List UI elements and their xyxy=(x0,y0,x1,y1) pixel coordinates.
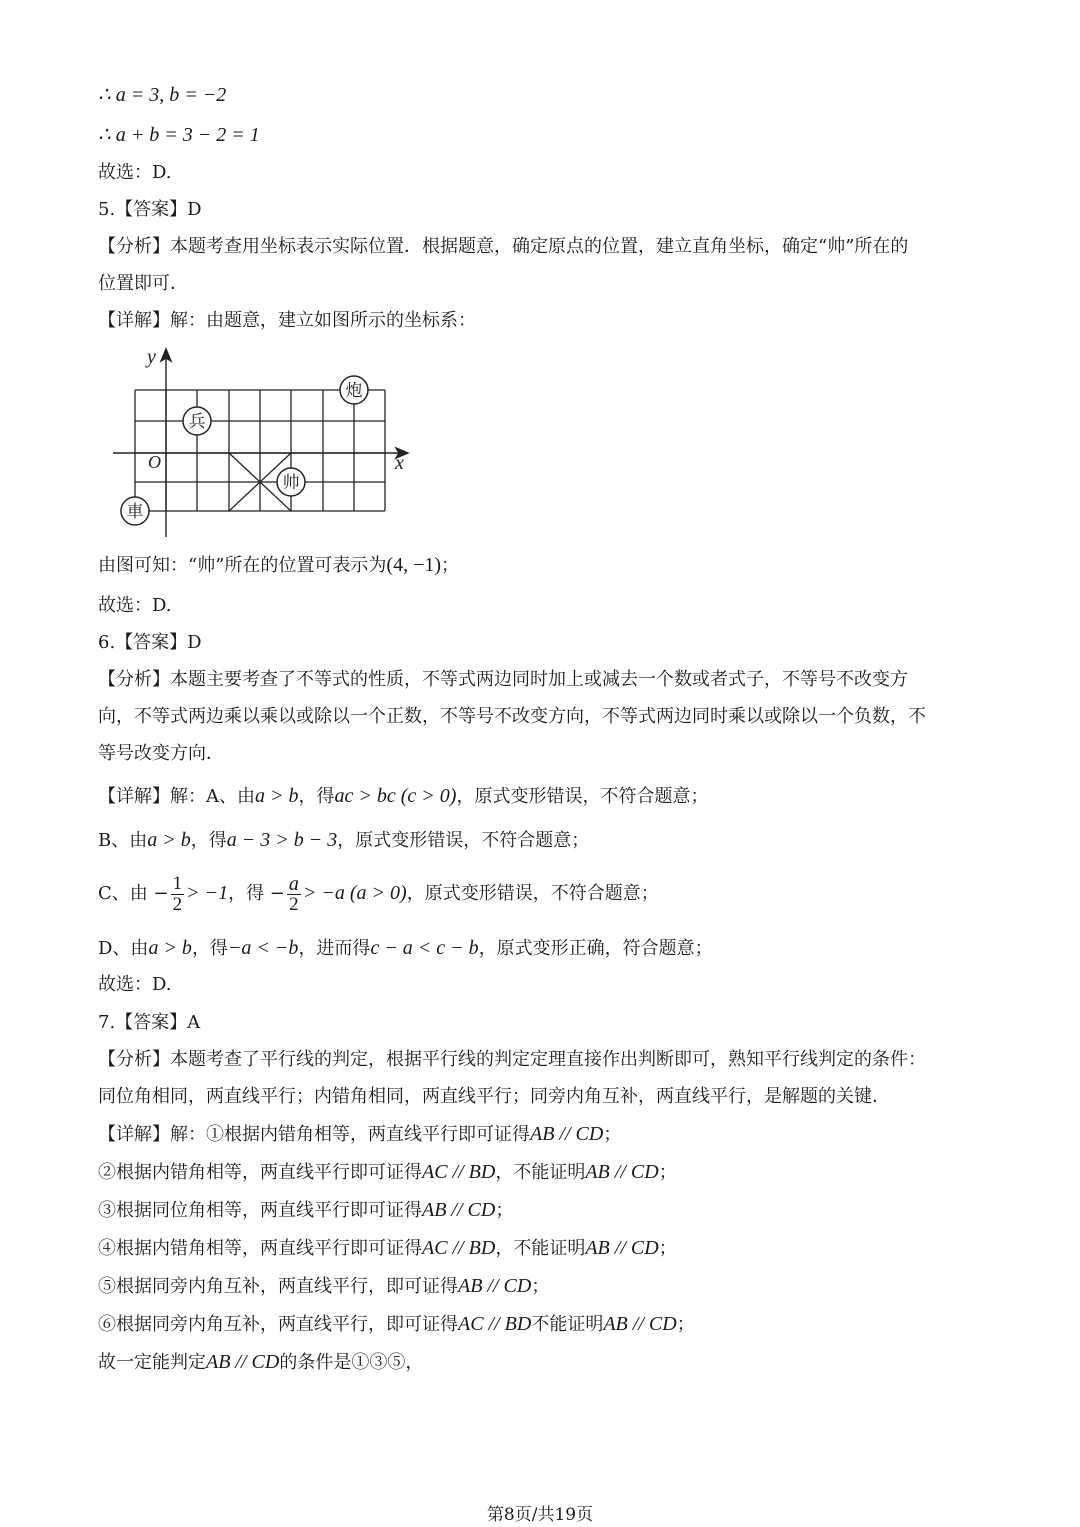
q5-analysis-line2: 位置即可． xyxy=(98,273,188,294)
q7-conclusion: 故一定能判定AB // CD的条件是①③⑤， xyxy=(98,1351,424,1373)
q5-answer: 5.【答案】D xyxy=(98,199,202,220)
q6-option-a: 【详解】解：A、由a > b，得ac > bc (c > 0)，原式变形错误，不符合题意； xyxy=(98,785,709,807)
q6-analysis-line3: 等号改变方向． xyxy=(98,743,224,764)
q5-choice: 故选：D. xyxy=(98,595,172,616)
piece-che xyxy=(121,497,149,525)
piece-pao xyxy=(340,376,368,404)
q5-detail: 【详解】解：由题意，建立如图所示的坐标系： xyxy=(98,310,476,331)
piece-shuai-label: 帅 xyxy=(282,473,300,493)
grid-lines xyxy=(135,390,385,511)
piece-che-label: 車 xyxy=(126,502,144,522)
q7-detail-6: ⑥根据同旁内角互补，两直线平行，即可证得AC // BD不能证明AB // CD； xyxy=(98,1313,695,1335)
coordinate-grid-figure xyxy=(105,345,415,545)
fraction-a-half: $\frac{a}{2}$ xyxy=(288,872,299,915)
step-values: ∴ a = 3, b = −2 xyxy=(98,84,227,106)
q6-option-b: B、由a > b，得a − 3 > b − 3，原式变形错误，不符合题意； xyxy=(98,829,590,851)
piece-shuai xyxy=(277,468,305,496)
q4-choice: 故选：D. xyxy=(98,162,172,183)
q6-choice: 故选：D. xyxy=(98,974,172,995)
page-footer: 第8页/共19页 xyxy=(486,1505,594,1525)
q6-option-c: C、由 − $\frac{1}{2}$ > −1，得 − $\frac{a}{2}$ > −a (a > 0)，原式变形错误，不符合题意； xyxy=(98,872,659,915)
q7-detail-4: ④根据内错角相等，两直线平行即可证得AC // BD，不能证明AB // CD； xyxy=(98,1237,677,1259)
q5-result: 由图可知：“帅”所在的位置可表示为(4, −1)； xyxy=(98,554,460,576)
q6-option-d: D、由a > b，得−a < −b，进而得c − a < c − b，原式变形正确，符合题意； xyxy=(98,937,713,959)
q7-detail-5: ⑤根据同旁内角互补，两直线平行，即可证得AB // CD； xyxy=(98,1275,550,1297)
q7-detail-3: ③根据同位角相等，两直线平行即可证得AB // CD； xyxy=(98,1199,514,1221)
step-sum: ∴ a + b = 3 − 2 = 1 xyxy=(98,124,260,146)
q6-analysis-line1: 【分析】本题主要考查了不等式的性质，不等式两边同时加上或减去一个数或者式子，不等号不改变方 xyxy=(98,669,908,690)
q7-detail-1: 【详解】解：①根据内错角相等，两直线平行即可证得AB // CD； xyxy=(98,1123,622,1145)
origin-label: O xyxy=(148,452,161,472)
q7-analysis-line1: 【分析】本题考查了平行线的判定，根据平行线的判定定理直接作出判断即可，熟知平行线判定的条件： xyxy=(98,1049,926,1070)
q5-analysis-line1: 【分析】本题考查用坐标表示实际位置．根据题意，确定原点的位置，建立直角坐标，确定“帅”所在的 xyxy=(98,236,909,257)
q6-analysis-line2: 向，不等式两边乘以乘以或除以一个正数，不等号不改变方向，不等式两边同时乘以或除以一个负数，不 xyxy=(98,706,926,727)
piece-pao-label: 炮 xyxy=(345,381,363,401)
q7-analysis-line2: 同位角相同，两直线平行；内错角相同，两直线平行；同旁内角互补，两直线平行，是解题的关键． xyxy=(98,1086,890,1107)
y-axis-label: y xyxy=(147,346,156,368)
q6-answer: 6.【答案】D xyxy=(98,632,202,653)
piece-bing-label: 兵 xyxy=(188,412,206,432)
q7-answer: 7.【答案】A xyxy=(98,1012,201,1033)
x-axis-label: x xyxy=(395,452,404,474)
fraction-one-half: $\frac{1}{2}$ xyxy=(172,872,183,915)
q7-detail-2: ②根据内错角相等，两直线平行即可证得AC // BD，不能证明AB // CD； xyxy=(98,1161,677,1183)
piece-bing xyxy=(183,407,211,435)
